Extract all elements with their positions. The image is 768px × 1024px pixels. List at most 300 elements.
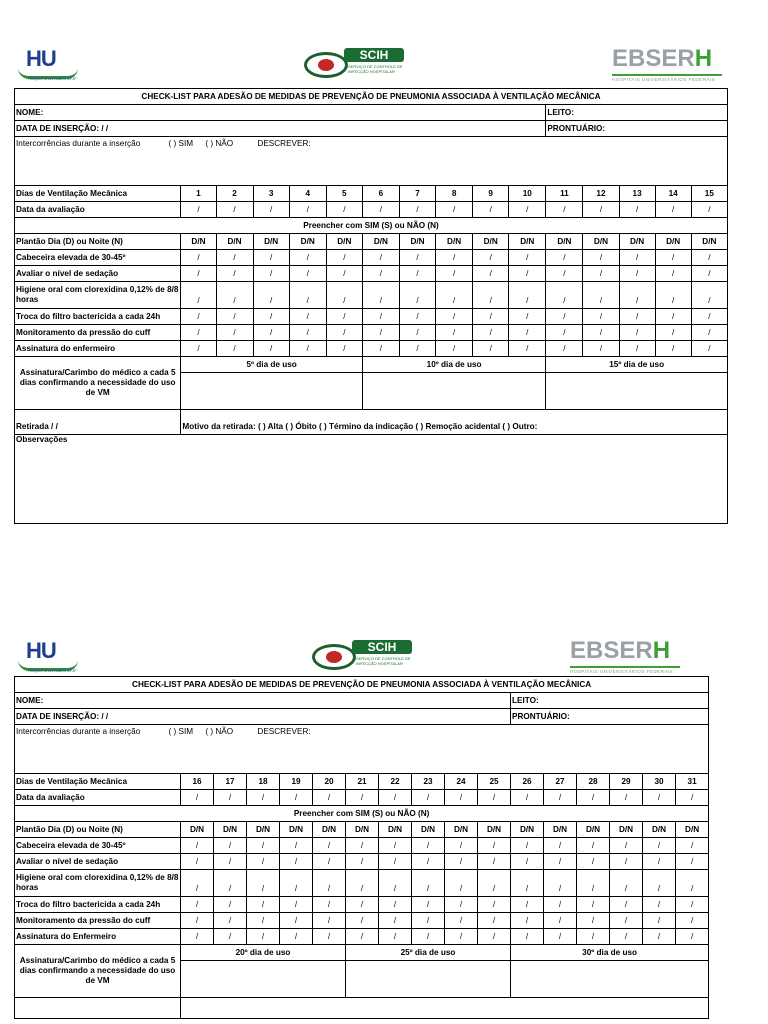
- check-cell[interactable]: /: [214, 854, 247, 870]
- assinatura-medico-label: Assinatura/Carimbo do médico a cada 5 dias confirmando a necessidade do uso de VM: [15, 945, 181, 998]
- check-cell[interactable]: /: [619, 202, 655, 218]
- check-cell[interactable]: /: [546, 309, 583, 325]
- check-cell[interactable]: /: [445, 870, 478, 897]
- check-cell[interactable]: /: [546, 202, 583, 218]
- check-cell[interactable]: /: [326, 282, 362, 309]
- check-cell[interactable]: /: [511, 870, 544, 897]
- check-cell[interactable]: /: [655, 266, 691, 282]
- check-cell[interactable]: /: [399, 282, 435, 309]
- check-cell[interactable]: /: [643, 838, 676, 854]
- shift-cell[interactable]: D/N: [214, 822, 247, 838]
- check-cell[interactable]: /: [436, 341, 473, 357]
- check-cell[interactable]: /: [379, 897, 412, 913]
- check-cell[interactable]: /: [583, 325, 619, 341]
- check-cell[interactable]: /: [546, 250, 583, 266]
- check-cell[interactable]: /: [445, 913, 478, 929]
- shift-cell[interactable]: D/N: [289, 234, 326, 250]
- check-cell[interactable]: /: [216, 202, 253, 218]
- check-cell[interactable]: /: [643, 790, 676, 806]
- check-cell[interactable]: /: [253, 325, 289, 341]
- check-cell[interactable]: /: [478, 854, 511, 870]
- check-cell[interactable]: /: [583, 282, 619, 309]
- check-cell[interactable]: /: [619, 325, 655, 341]
- data-insercao-field[interactable]: DATA DE INSERÇÃO: / /: [15, 121, 546, 137]
- check-cell[interactable]: /: [509, 325, 546, 341]
- check-cell[interactable]: /: [379, 929, 412, 945]
- check-cell[interactable]: /: [399, 202, 435, 218]
- check-cell[interactable]: /: [619, 266, 655, 282]
- check-cell[interactable]: /: [181, 870, 214, 897]
- check-cell[interactable]: /: [509, 309, 546, 325]
- check-cell[interactable]: /: [181, 790, 214, 806]
- check-cell[interactable]: /: [399, 325, 435, 341]
- check-cell[interactable]: /: [546, 282, 583, 309]
- shift-cell[interactable]: D/N: [546, 234, 583, 250]
- check-cell[interactable]: /: [216, 325, 253, 341]
- check-cell[interactable]: /: [544, 913, 577, 929]
- hu-logo: [18, 46, 88, 84]
- check-cell[interactable]: /: [313, 790, 346, 806]
- check-cell[interactable]: /: [362, 282, 399, 309]
- check-cell[interactable]: /: [544, 838, 577, 854]
- check-cell[interactable]: /: [280, 929, 313, 945]
- check-cell[interactable]: /: [511, 790, 544, 806]
- shift-cell[interactable]: D/N: [216, 234, 253, 250]
- check-cell[interactable]: /: [181, 897, 214, 913]
- nome-field[interactable]: NOME:: [15, 693, 511, 709]
- shift-cell[interactable]: D/N: [610, 822, 643, 838]
- form-header: [14, 44, 728, 88]
- check-cell[interactable]: /: [643, 870, 676, 897]
- row-label: Assinatura do enfermeiro: [15, 341, 181, 357]
- check-cell[interactable]: /: [181, 266, 216, 282]
- check-cell[interactable]: /: [583, 202, 619, 218]
- check-cell[interactable]: /: [313, 838, 346, 854]
- check-cell[interactable]: /: [509, 202, 546, 218]
- check-cell[interactable]: /: [399, 250, 435, 266]
- ebserh-logo: EBSERH HOSPITAIS UNIVERSITÁRIOS FEDERAIS: [612, 46, 722, 84]
- check-cell[interactable]: /: [643, 854, 676, 870]
- dias-label: Dias de Ventilação Mecânica: [15, 186, 181, 202]
- check-cell[interactable]: /: [399, 266, 435, 282]
- check-cell[interactable]: /: [247, 790, 280, 806]
- check-cell[interactable]: /: [511, 913, 544, 929]
- check-cell[interactable]: /: [326, 325, 362, 341]
- shift-cell[interactable]: D/N: [313, 822, 346, 838]
- preencher-note: Preencher com SIM (S) ou NÃO (N): [15, 806, 709, 822]
- check-cell[interactable]: /: [362, 250, 399, 266]
- check-cell[interactable]: /: [577, 870, 610, 897]
- check-cell[interactable]: /: [289, 341, 326, 357]
- row-label: Cabeceira elevada de 30-45º: [15, 250, 181, 266]
- check-cell[interactable]: /: [478, 929, 511, 945]
- nao-checkbox[interactable]: ( ) NÃO: [205, 727, 234, 736]
- shift-cell[interactable]: D/N: [478, 822, 511, 838]
- check-cell[interactable]: /: [445, 838, 478, 854]
- check-cell[interactable]: /: [214, 929, 247, 945]
- check-cell[interactable]: /: [445, 790, 478, 806]
- shift-cell[interactable]: D/N: [280, 822, 313, 838]
- check-cell[interactable]: /: [676, 897, 709, 913]
- prontuario-field[interactable]: PRONTUÁRIO:: [511, 709, 709, 725]
- motivo-retirada[interactable]: Motivo da retirada: ( ) Alta ( ) Óbito ( ) Término da indicação ( ) Remoção acidental ( ) Outro:: [181, 410, 728, 435]
- hu-logo: HU Hospital Universitário UFJF: [18, 638, 88, 676]
- check-cell[interactable]: /: [280, 913, 313, 929]
- check-cell[interactable]: /: [583, 250, 619, 266]
- check-cell[interactable]: /: [214, 838, 247, 854]
- check-cell[interactable]: /: [546, 341, 583, 357]
- check-cell[interactable]: /: [346, 913, 379, 929]
- check-cell[interactable]: /: [676, 870, 709, 897]
- leito-field[interactable]: LEITO:: [546, 105, 728, 121]
- shift-cell[interactable]: D/N: [399, 234, 435, 250]
- data-insercao-field[interactable]: DATA DE INSERÇÃO: / /: [15, 709, 511, 725]
- shift-cell[interactable]: D/N: [346, 822, 379, 838]
- check-cell[interactable]: /: [473, 266, 509, 282]
- check-cell[interactable]: /: [346, 790, 379, 806]
- check-cell[interactable]: /: [436, 282, 473, 309]
- check-cell[interactable]: /: [326, 250, 362, 266]
- check-cell[interactable]: /: [691, 341, 727, 357]
- check-cell[interactable]: /: [326, 341, 362, 357]
- check-cell[interactable]: /: [379, 854, 412, 870]
- check-cell[interactable]: /: [346, 897, 379, 913]
- check-cell[interactable]: /: [346, 870, 379, 897]
- check-cell[interactable]: /: [362, 309, 399, 325]
- check-cell[interactable]: /: [511, 854, 544, 870]
- check-cell[interactable]: /: [214, 897, 247, 913]
- check-cell[interactable]: /: [216, 309, 253, 325]
- shift-cell[interactable]: D/N: [577, 822, 610, 838]
- check-cell[interactable]: /: [619, 309, 655, 325]
- check-cell[interactable]: /: [253, 282, 289, 309]
- check-cell[interactable]: /: [676, 838, 709, 854]
- check-cell[interactable]: /: [412, 854, 445, 870]
- check-cell[interactable]: /: [181, 202, 216, 218]
- assinatura-medico-5[interactable]: [181, 373, 362, 410]
- check-cell[interactable]: /: [546, 266, 583, 282]
- check-cell[interactable]: /: [511, 838, 544, 854]
- shift-cell[interactable]: D/N: [362, 234, 399, 250]
- check-cell[interactable]: /: [181, 854, 214, 870]
- check-cell[interactable]: /: [546, 325, 583, 341]
- check-cell[interactable]: /: [691, 202, 727, 218]
- check-cell[interactable]: /: [247, 838, 280, 854]
- check-cell[interactable]: /: [509, 341, 546, 357]
- check-cell[interactable]: /: [253, 250, 289, 266]
- check-cell[interactable]: /: [619, 250, 655, 266]
- checklist-form-2: [14, 636, 708, 1019]
- shift-cell[interactable]: D/N: [445, 822, 478, 838]
- nao-checkbox[interactable]: ( ) NÃO: [205, 139, 234, 148]
- check-cell[interactable]: /: [326, 202, 362, 218]
- shift-cell[interactable]: D/N: [676, 822, 709, 838]
- check-cell[interactable]: /: [583, 266, 619, 282]
- retirada-field[interactable]: Retirada / /: [15, 410, 181, 435]
- check-cell[interactable]: /: [478, 790, 511, 806]
- check-cell[interactable]: /: [577, 929, 610, 945]
- check-cell[interactable]: /: [544, 790, 577, 806]
- row-label: Troca do filtro bactericida a cada 24h: [15, 897, 181, 913]
- check-cell[interactable]: /: [412, 929, 445, 945]
- shift-cell[interactable]: D/N: [691, 234, 727, 250]
- check-cell[interactable]: /: [247, 913, 280, 929]
- check-cell[interactable]: /: [253, 309, 289, 325]
- check-cell[interactable]: /: [676, 854, 709, 870]
- check-cell[interactable]: /: [691, 325, 727, 341]
- check-cell[interactable]: /: [643, 913, 676, 929]
- check-cell[interactable]: /: [289, 250, 326, 266]
- assinatura-medico-20[interactable]: [181, 961, 346, 998]
- assinatura-medico-10[interactable]: [362, 373, 545, 410]
- check-cell[interactable]: /: [445, 897, 478, 913]
- check-cell[interactable]: /: [247, 870, 280, 897]
- check-cell[interactable]: /: [412, 897, 445, 913]
- check-cell[interactable]: /: [247, 854, 280, 870]
- check-cell[interactable]: /: [610, 913, 643, 929]
- form-title: CHECK-LIST PARA ADESÃO DE MEDIDAS DE PREVENÇÃO DE PNEUMONIA ASSOCIADA À VENTILAÇÃO MECÂNICA: [15, 89, 728, 105]
- ebserh-logo: EBSERH HOSPITAIS UNIVERSITÁRIOS FEDERAIS: [570, 638, 680, 676]
- check-cell[interactable]: /: [181, 838, 214, 854]
- check-cell[interactable]: /: [610, 929, 643, 945]
- prontuario-field[interactable]: PRONTUÁRIO:: [546, 121, 728, 137]
- check-cell[interactable]: /: [583, 341, 619, 357]
- check-cell[interactable]: /: [280, 870, 313, 897]
- scih-logo-subtitle: SERVIÇO DE CONTROLE DE INFECÇÃO HOSPITALAR: [348, 64, 403, 74]
- check-cell[interactable]: /: [655, 309, 691, 325]
- check-cell[interactable]: /: [478, 838, 511, 854]
- check-cell[interactable]: /: [362, 266, 399, 282]
- check-cell[interactable]: /: [346, 854, 379, 870]
- check-cell[interactable]: /: [181, 341, 216, 357]
- check-cell[interactable]: /: [313, 913, 346, 929]
- check-cell[interactable]: /: [181, 929, 214, 945]
- row-label: Avaliar o nível de sedação: [15, 266, 181, 282]
- check-cell[interactable]: /: [313, 870, 346, 897]
- check-cell[interactable]: /: [253, 202, 289, 218]
- shift-cell[interactable]: D/N: [326, 234, 362, 250]
- retirada-field[interactable]: [15, 998, 181, 1019]
- assinatura-medico-30[interactable]: [511, 961, 709, 998]
- row-label: Assinatura do Enfermeiro: [15, 929, 181, 945]
- check-cell[interactable]: /: [399, 341, 435, 357]
- check-cell[interactable]: /: [655, 202, 691, 218]
- check-cell[interactable]: /: [436, 266, 473, 282]
- check-cell[interactable]: /: [610, 838, 643, 854]
- check-cell[interactable]: /: [691, 309, 727, 325]
- check-cell[interactable]: /: [577, 897, 610, 913]
- shift-cell[interactable]: D/N: [511, 822, 544, 838]
- check-cell[interactable]: /: [379, 913, 412, 929]
- check-cell[interactable]: /: [313, 897, 346, 913]
- check-cell[interactable]: /: [619, 282, 655, 309]
- check-cell[interactable]: /: [346, 929, 379, 945]
- check-cell[interactable]: /: [326, 309, 362, 325]
- check-cell[interactable]: /: [509, 266, 546, 282]
- check-cell[interactable]: /: [655, 250, 691, 266]
- intercorrencias-field[interactable]: Intercorrências durante a inserção ( ) SIM ( ) NÃO DESCREVER:: [15, 137, 728, 186]
- check-cell[interactable]: /: [676, 790, 709, 806]
- shift-cell[interactable]: D/N: [473, 234, 509, 250]
- check-cell[interactable]: /: [253, 341, 289, 357]
- shift-cell[interactable]: D/N: [181, 234, 216, 250]
- check-cell[interactable]: /: [478, 897, 511, 913]
- assinatura-medico-label: Assinatura/Carimbo do médico a cada 5 dias confirmando a necessidade do uso de VM: [15, 357, 181, 410]
- shift-cell[interactable]: D/N: [544, 822, 577, 838]
- row-label: Monitoramento da pressão do cuff: [15, 913, 181, 929]
- check-cell[interactable]: /: [473, 202, 509, 218]
- check-cell[interactable]: /: [473, 325, 509, 341]
- check-cell[interactable]: /: [577, 790, 610, 806]
- check-cell[interactable]: /: [478, 913, 511, 929]
- check-cell[interactable]: /: [436, 250, 473, 266]
- check-cell[interactable]: /: [181, 250, 216, 266]
- check-cell[interactable]: /: [362, 341, 399, 357]
- check-cell[interactable]: /: [655, 282, 691, 309]
- check-cell[interactable]: /: [247, 929, 280, 945]
- check-cell[interactable]: /: [216, 282, 253, 309]
- check-cell[interactable]: /: [280, 790, 313, 806]
- leito-field[interactable]: LEITO:: [511, 693, 709, 709]
- check-cell[interactable]: /: [610, 870, 643, 897]
- check-cell[interactable]: /: [436, 202, 473, 218]
- check-cell[interactable]: /: [436, 325, 473, 341]
- sim-checkbox[interactable]: ( ) SIM: [168, 727, 194, 736]
- check-cell[interactable]: /: [181, 913, 214, 929]
- shift-cell[interactable]: D/N: [619, 234, 655, 250]
- check-cell[interactable]: /: [610, 790, 643, 806]
- shift-cell[interactable]: D/N: [379, 822, 412, 838]
- check-cell[interactable]: /: [289, 266, 326, 282]
- check-cell[interactable]: /: [544, 854, 577, 870]
- check-cell[interactable]: /: [247, 897, 280, 913]
- check-cell[interactable]: /: [280, 838, 313, 854]
- check-cell[interactable]: /: [289, 282, 326, 309]
- check-cell[interactable]: /: [289, 325, 326, 341]
- scih-logo-text: SCIH: [344, 48, 404, 62]
- shift-cell[interactable]: D/N: [253, 234, 289, 250]
- shift-cell[interactable]: D/N: [509, 234, 546, 250]
- shift-cell[interactable]: D/N: [412, 822, 445, 838]
- check-cell[interactable]: /: [509, 282, 546, 309]
- check-cell[interactable]: /: [511, 897, 544, 913]
- check-cell[interactable]: /: [676, 929, 709, 945]
- check-cell[interactable]: /: [655, 341, 691, 357]
- check-cell[interactable]: /: [216, 266, 253, 282]
- check-cell[interactable]: /: [473, 341, 509, 357]
- check-cell[interactable]: /: [412, 870, 445, 897]
- check-cell[interactable]: /: [544, 870, 577, 897]
- shift-cell[interactable]: D/N: [436, 234, 473, 250]
- assinatura-medico-25[interactable]: [346, 961, 511, 998]
- check-cell[interactable]: /: [362, 325, 399, 341]
- check-cell[interactable]: /: [473, 309, 509, 325]
- check-cell[interactable]: /: [181, 325, 216, 341]
- check-cell[interactable]: /: [346, 838, 379, 854]
- check-cell[interactable]: /: [181, 282, 216, 309]
- check-cell[interactable]: /: [511, 929, 544, 945]
- shift-cell[interactable]: D/N: [247, 822, 280, 838]
- check-cell[interactable]: /: [436, 309, 473, 325]
- dias-label: Dias de Ventilação Mecânica: [15, 774, 181, 790]
- check-cell[interactable]: /: [280, 854, 313, 870]
- check-cell[interactable]: /: [399, 309, 435, 325]
- check-cell[interactable]: /: [691, 250, 727, 266]
- check-cell[interactable]: /: [216, 250, 253, 266]
- check-cell[interactable]: /: [610, 854, 643, 870]
- check-cell[interactable]: /: [577, 838, 610, 854]
- check-cell[interactable]: /: [473, 282, 509, 309]
- check-cell[interactable]: /: [289, 202, 326, 218]
- sim-checkbox[interactable]: ( ) SIM: [168, 139, 194, 148]
- check-cell[interactable]: /: [643, 929, 676, 945]
- assinatura-medico-15[interactable]: [546, 373, 728, 410]
- check-cell[interactable]: /: [655, 325, 691, 341]
- check-cell[interactable]: /: [691, 282, 727, 309]
- check-cell[interactable]: /: [676, 913, 709, 929]
- check-cell[interactable]: /: [473, 250, 509, 266]
- row-label: Troca do filtro bactericida a cada 24h: [15, 309, 181, 325]
- check-cell[interactable]: /: [379, 790, 412, 806]
- checklist-form-1: [14, 44, 728, 524]
- check-cell[interactable]: /: [214, 913, 247, 929]
- check-cell[interactable]: /: [619, 341, 655, 357]
- check-cell[interactable]: /: [253, 266, 289, 282]
- check-cell[interactable]: /: [509, 250, 546, 266]
- check-cell[interactable]: /: [379, 838, 412, 854]
- hu-logo-text: HU: [26, 46, 56, 71]
- check-cell[interactable]: /: [216, 341, 253, 357]
- row-label: Avaliar o nível de sedação: [15, 854, 181, 870]
- shift-cell[interactable]: D/N: [655, 234, 691, 250]
- shift-cell[interactable]: D/N: [181, 822, 214, 838]
- check-cell[interactable]: /: [181, 309, 216, 325]
- shift-cell[interactable]: D/N: [583, 234, 619, 250]
- row-label: Data da avaliação: [15, 790, 181, 806]
- nome-field[interactable]: NOME:: [15, 105, 546, 121]
- check-cell[interactable]: /: [445, 929, 478, 945]
- row-label: Plantão Dia (D) ou Noite (N): [15, 822, 181, 838]
- check-cell[interactable]: /: [289, 309, 326, 325]
- check-cell[interactable]: /: [326, 266, 362, 282]
- check-cell[interactable]: /: [544, 897, 577, 913]
- check-cell[interactable]: /: [412, 838, 445, 854]
- check-cell[interactable]: /: [610, 897, 643, 913]
- check-cell[interactable]: /: [280, 897, 313, 913]
- observacoes-field[interactable]: Observações: [15, 435, 728, 524]
- check-cell[interactable]: /: [412, 913, 445, 929]
- motivo-retirada[interactable]: [181, 998, 709, 1019]
- check-cell[interactable]: /: [412, 790, 445, 806]
- row-label: Higiene oral com clorexidina 0,12% de 8/8 horas: [15, 870, 181, 897]
- check-cell[interactable]: /: [214, 790, 247, 806]
- intercorrencias-field[interactable]: Intercorrências durante a inserção ( ) SIM ( ) NÃO DESCREVER:: [15, 725, 709, 774]
- check-cell[interactable]: /: [313, 929, 346, 945]
- check-cell[interactable]: /: [445, 854, 478, 870]
- check-cell[interactable]: /: [643, 897, 676, 913]
- check-cell[interactable]: /: [478, 870, 511, 897]
- check-cell[interactable]: /: [577, 854, 610, 870]
- shift-cell[interactable]: D/N: [643, 822, 676, 838]
- check-cell[interactable]: /: [691, 266, 727, 282]
- check-cell[interactable]: /: [214, 870, 247, 897]
- check-cell[interactable]: /: [577, 913, 610, 929]
- check-cell[interactable]: /: [583, 309, 619, 325]
- check-cell[interactable]: /: [313, 854, 346, 870]
- check-cell[interactable]: /: [379, 870, 412, 897]
- check-cell[interactable]: /: [362, 202, 399, 218]
- check-cell[interactable]: /: [544, 929, 577, 945]
